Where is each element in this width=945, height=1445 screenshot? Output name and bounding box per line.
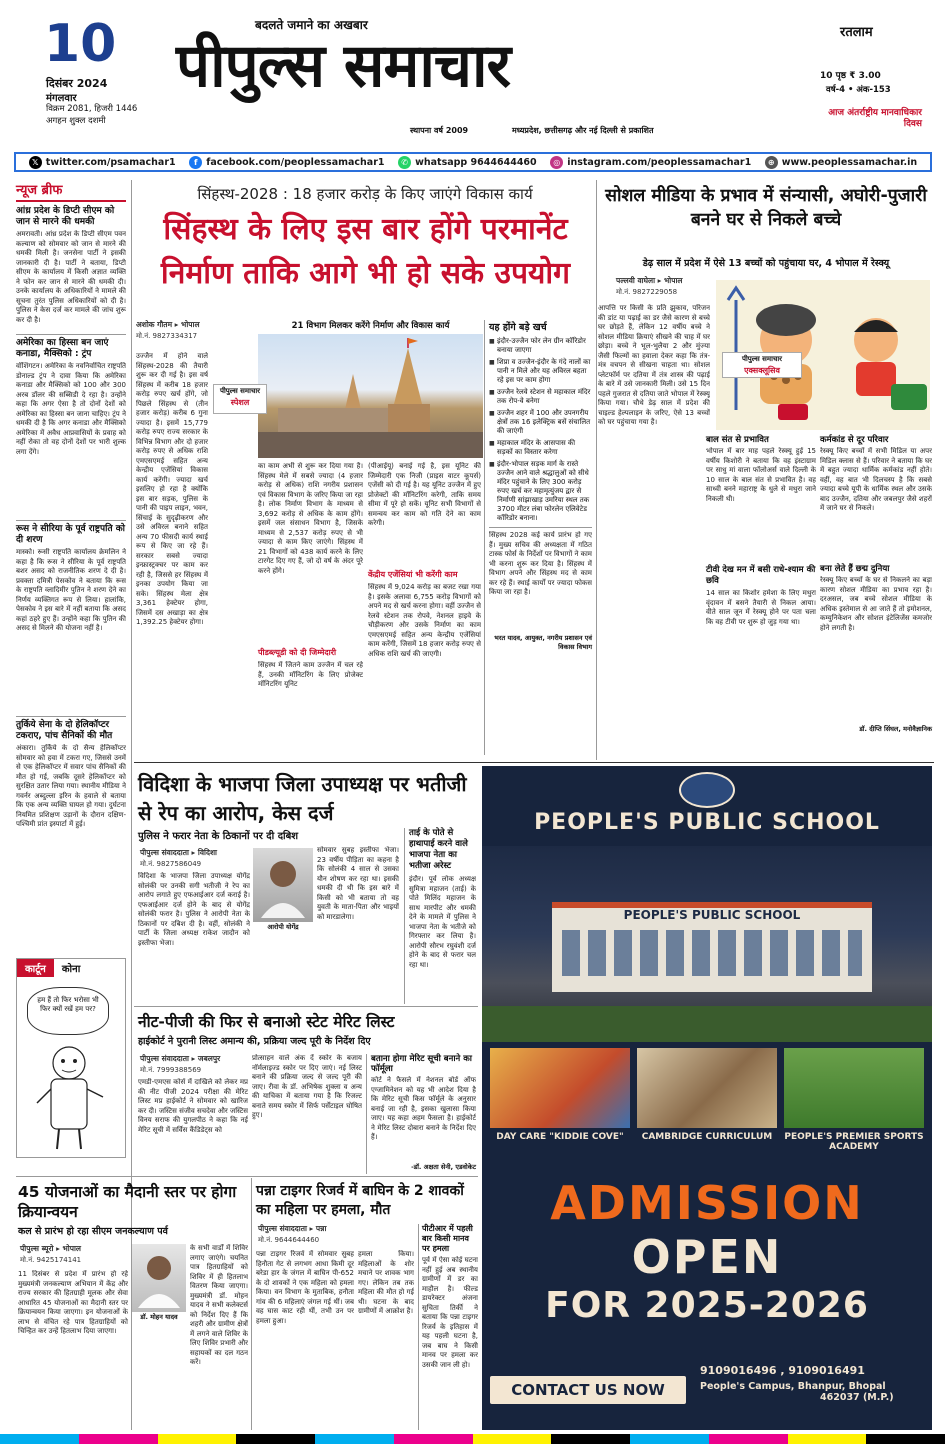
badge-sub: स्पेशल xyxy=(230,398,250,407)
whatsapp-icon: ✆ xyxy=(398,156,411,169)
cm-caption: डॉ. मोहन यादव xyxy=(132,1312,186,1321)
neet-mobile: मो.नं. 7999388569 xyxy=(140,1066,202,1074)
tiger-mobile: मो.नं. 9644644460 xyxy=(258,1236,320,1244)
badge-title: पीपुल्स समाचार xyxy=(741,355,783,363)
neet-sidebar-text: कोर्ट ने फैसले में नेशनल बोर्ड ऑफ एग्जामिनेशन को यह भी आदेश दिया है कि मेरिट सूची किस फॉर्मूले के अनुसार बनाई जा रही है, इसका खुलासा किया जाए। यह कहा अहम फैसला है। हाईकोर्ट ने मेरिट लिस्ट दोबारा बनाने के निर्देश दिए हैं। xyxy=(371,1076,476,1141)
schemes-subhead: कल से प्रारंभ हो रहा सीएम जनकल्याण पर्व xyxy=(18,1226,168,1237)
date-tithi: अगहन शुक्ल दशमी xyxy=(46,116,106,126)
vidisha-sidebar-text: इंदौर। पूर्व लोक अध्यक्ष सुमित्रा महाजन (ताई) के पोते मिलिंद महाजन के साथ मारपीट और धमकी देने के मामले में पुलिस ने भाजपा नेता के भतीजे को गिरफ्तार कर लिया है। आरोपी सौरभ रघुवंशी दर्ज होने के बाद से फरार चल रहा था। xyxy=(409,875,476,969)
social-facebook[interactable]: f facebook.com/peoplessamachar1 xyxy=(189,156,384,169)
tiger-col1: पन्ना टाइगर रिजर्व में सोमवार सुबह हिनौता गेट से लगभग आधा किमी दूर बरेडा हार के जंगल में बाघिन पी-652 के दो शावकों ने एक महिला को हमला किया। वन विभाग के मुताबिक, हनौता गांव की 6 महिलाएं जंगल गई थीं। जब वह घास काट रही थीं, तभी उन पर हमला हुआ। xyxy=(256,1250,354,1325)
tiger-byline-block xyxy=(258,1224,368,1245)
neet-col1: एमडी-एमएस कोर्स में दाखिले को लेकर मप्र की नीट पीजी 2024 परीक्षा की मेरिट लिस्ट मप्र हाईकोर्ट ने सोमवार को खारिज कर दी। जस्टिस संजीव सचदेवा और जस्टिस विनय सराफ की युगलपीठ ने कहा कि नई मेरिट सूची में सर्विस कैंडिडेट्स को xyxy=(138,1078,248,1134)
cartoon-politician-illustration xyxy=(29,1041,119,1153)
school-crest xyxy=(679,772,735,808)
tiger-headline: पन्ना टाइगर रिजर्व में बाघिन के 2 शावकों का महिला पर हमला, मौत xyxy=(256,1183,464,1218)
lead-kicker: सिंहस्थ-2028 : 18 हजार करोड़ के किए जाएंगे विकास कार्य xyxy=(197,185,533,203)
social-instagram[interactable]: ◎ instagram.com/peoplessamachar1 xyxy=(550,156,751,169)
vidisha-sidebar-head: ताई के पोते से हाथापाई करने वाले भाजपा नेता का भतीजा अरेस्ट xyxy=(409,828,468,871)
vidisha-col1: विदिशा के भाजपा जिला उपाध्यक्ष योगेंद्र सोलंकी पर उनकी सगी भतीजी ने रेप का आरोप लगाते हुए एफआईआर दर्ज कराई है। एफआईआर दर्ज होने के बाद से योगेंद्र सोलंकी फरार है। पुलिस ने आरोपी नेता के ठिकानों पर दबिश दी है। वहीं, सोलंकी ने पार्टी के जिला अध्यक्ष राकेश जादौन को इस्तीफा भेजा। xyxy=(138,872,250,947)
building-sign: PEOPLE'S PUBLIC SCHOOL xyxy=(623,908,801,922)
brief-item xyxy=(16,334,126,514)
ad-tile-daycare[interactable] xyxy=(490,1048,630,1164)
news-brief-column xyxy=(16,180,126,940)
contact-phones[interactable]: 9109016496 , 9109016491 xyxy=(700,1364,865,1377)
brief-title: आंध्र प्रदेश के डिप्टी सीएम को जान से मारने की धमकी xyxy=(16,206,115,227)
sidebar-bullet: ■ महाकाल मंदिर के आसपास की सड़कों का विस्तार करेगा xyxy=(489,439,592,457)
cartoon-box xyxy=(16,958,126,1158)
tile-caption: DAY CARE "KIDDIE COVE" xyxy=(496,1132,624,1142)
sanyasi-col2-text: भोपाल में बार माह पहले रेस्क्यू हुई 15 वर्षीय किशोरी ने बताया कि वह इंस्टाग्राम पर साधु मां वाला फॉलोअर्स वाले दिल्ली के 10 साल के बाल संत से प्रभावित है। वह साध्वी बनने महाराष्ट्र के धुले से मथुरा जाने निकली थी। xyxy=(706,447,816,503)
neet-sidebar xyxy=(366,1054,476,1174)
badge-title: पीपुल्स समाचार xyxy=(219,387,261,395)
tile-caption: CAMBRIDGE CURRICULUM xyxy=(641,1132,773,1142)
sanyasi-col3 xyxy=(820,434,932,754)
schemes-mobile: मो.नं. 9425174141 xyxy=(20,1256,82,1264)
accused-photo xyxy=(253,848,313,931)
sidebar-bullet: ■ उज्जैन रेलवे स्टेशन से महाकाल मंदिर तक रोप-वे बनेगा xyxy=(489,388,592,406)
badge-sub: एक्सक्लूसिव xyxy=(744,366,780,375)
vidisha-sidebar xyxy=(404,828,476,1004)
sanyasi-byline-block xyxy=(616,276,726,297)
lead-photo-temple xyxy=(258,334,483,458)
tagline: बदलते जमाने का अखबार xyxy=(255,18,368,32)
cartoon-header-a: कार्टून xyxy=(17,959,54,977)
vidisha-byline: पीपुल्स संवाददाता ▸ विदिशा xyxy=(140,848,217,857)
brief-item xyxy=(16,206,126,328)
sanyasi-headline: सोशल मीडिया के प्रभाव में संन्यासी, अघोरी-पुजारी बनने घर से निकले बच्चे xyxy=(605,186,927,230)
building-windows xyxy=(562,930,862,976)
neet-subhead: हाईकोर्ट ने पुरानी लिस्ट अमान्य की, प्रक्रिया जल्द पूरी के निर्देश दिए xyxy=(138,1036,371,1047)
lead-col3b-text: सिंहस्थ में 9,024 करोड़ का बजट रखा गया है। इसके अलावा 6,755 करोड़ विभागों को अपने मद से खर्च करना होगा। वहीं उज्जैन से रेलवे स्टेशन तक रोपवे, नेशनल हाइवे के चौड़ीकरण और उसके निर्माण का काम एमएसएमई सहित अन्य केन्द्रीय एजेंसियां काम करेंगी, जिसमें 18 हजार करोड़ रुपए से अधिक राशि खर्च की जाएगी। xyxy=(368,583,481,658)
vidisha-mobile: मो.नं. 9827586049 xyxy=(140,860,202,868)
vidisha-subhead: पुलिस ने फरार नेता के ठिकानों पर दी दबिश xyxy=(138,831,299,842)
brief-body: अंकारा। तुर्किये के दो सैन्य हेलिकॉप्टर सोमवार को हवा में टकरा गए, जिससे उनमें से एक हेलिकॉप्टर में सवार पांच सैनिकों की मौत हो गई, जबकि दूसरे हेलिकॉप्टर को सुरक्षित उतार लिया गया। स्थानीय मीडिया ने गवर्नर अब्दुल्ला इरिन के हवाले से बताया कि एक अन्य व्यक्ति घायल हो गया। दुर्घटना नियमित प्रशिक्षण उड़ानों के दौरान दक्षिण-पश्चिमी प्रांत इस्पार्टा में हुई। xyxy=(16,744,126,828)
ad-school-name: PEOPLE'S PUBLIC SCHOOL xyxy=(534,810,880,835)
edition-city: रतलाम xyxy=(840,25,873,40)
date-month-year: दिसंबर 2024 xyxy=(46,77,108,90)
tile-photo xyxy=(637,1048,777,1128)
schemes-col1: 11 दिसंबर से प्रदेश में प्रारंभ हो रहे मुख्यमंत्री जनकल्याण अभियान में केंद्र और राज्य सरकार की हितग्राही मूलक और सेवा आधारित 45 योजनाओं का मैदानी स्तर पर क्रियान्वयन किया जाएगा। इन योजनाओं के लाभ से वंचित रहे पात्र हितग्राहियों को चिन्हित कर उन्हें हितलाभ दिया जाएगा। xyxy=(18,1270,128,1335)
globe-icon: ⊕ xyxy=(765,156,778,169)
lead-col2b-text: सिंहस्थ में जितने काम उज्जैन में चल रहे हैं, उनकी मॉनिटरिंग के लिए प्रोजेक्ट मॉनिटरिंग यूनिट xyxy=(258,661,363,688)
sidebar-bullet: ■ इंदौर-उज्जैन फोर लेन ग्रीन कॉरिडोर बनाया जाएगा xyxy=(489,337,592,355)
schemes-headline: 45 योजनाओं का मैदानी स्तर पर होगा क्रियान्वयन xyxy=(18,1183,237,1221)
sidebar-note xyxy=(489,527,592,651)
brief-item xyxy=(16,520,126,710)
vidisha-col2: सोमवार सुबह इस्तीफा भेजा। 23 वर्षीय पीड़िता का कहना है कि सोलंकी 4 साल से उसका यौन शोषण कर रहा था। इसकी धमकी दी थी कि इस बारे में किसी को भी बताया तो वह युवती के माता-पिता और भाइयों को मारडालेगा। xyxy=(317,846,399,921)
lead-col3 xyxy=(368,462,481,752)
neet-byline: पीपुल्स संवाददाता ▸ जबलपुर xyxy=(140,1054,221,1063)
sidebar-header: यह होंगे बड़े खर्च xyxy=(489,322,547,333)
admission-line1: ADMISSION xyxy=(550,1176,864,1230)
cartoon-header-b: कोना xyxy=(61,964,81,975)
neet-sidebar-head: बताना होगा मेरिट सूची बनाने का फॉर्मूला xyxy=(371,1054,472,1074)
tile-photo xyxy=(490,1048,630,1128)
column-rule xyxy=(596,180,597,760)
tiger-sidebar xyxy=(418,1224,478,1430)
social-bar xyxy=(14,152,932,172)
school-building-photo xyxy=(482,846,932,1042)
sanyasi-mobile: मो.नं. 9827229058 xyxy=(616,288,678,296)
ad-tile-cambridge[interactable] xyxy=(637,1048,777,1164)
sanyasi-col3-subhead2: बना लेते हैं छद्म दुनिया xyxy=(820,564,890,574)
school-advertisement[interactable] xyxy=(482,766,932,1430)
tiger-sidebar-text: पूर्व में ऐसा कोई घटना नहीं हुई अब स्थानीय ग्रामीणों में डर का माहौल है। फील्ड डायरेक्टर अंजना सुचिता तिर्की ने बताया कि पन्ना टाइगर रिजर्व के इतिहास में यह पहली घटना है, जब बाघ ने किसी मानव पर हमला कर उसकी जान ली हो। xyxy=(422,1256,478,1369)
lead-col2-subhead: पीडब्ल्यूडी को दी जिम्मेदारी xyxy=(258,648,337,657)
brief-title: तुर्किये सेना के दो हेलिकॉप्टर टकराए, पांच सैनिकों की मौत xyxy=(16,720,113,741)
sanyasi-credit: डॉ. दीप्ति सिंघल, मनोवैज्ञानिक xyxy=(859,725,932,733)
sidebar-note-text: सिंहस्थ 2028 कई कार्य प्रारंभ हो गए हैं। मुख्य सचिव की अध्यक्षता में गठित टास्क फोर्स के निर्देशों पर विभागों ने काम भी करना शुरू कर दिया है। सिंहस्थ में विभाग अपने और सिंहस्थ मद से काम कर रहे हैं। स्थाई कार्यों पर ज्यादा फोकस किया जा रहा है। xyxy=(489,531,592,596)
print-registration-bar xyxy=(0,1434,945,1444)
sidebar-bullet: ■ शिप्रा व उज्जैन-इंदौर के गंदे नालों का पानी न मिले और यह अविरल बहता रहे इस पर काम होगा xyxy=(489,358,592,385)
lead-mobile: मो.नं. 9827334317 xyxy=(136,332,198,340)
lead-col2 xyxy=(258,462,363,752)
facebook-icon: f xyxy=(189,156,202,169)
neet-sidebar-credit: -डॉ. अक्षता सेनी, एडवोकेट xyxy=(411,1163,476,1171)
cartoon-header xyxy=(17,959,125,977)
brief-body: वॉशिंगटन। अमेरिका के नवनिर्वाचित राष्ट्रपति डोनाल्ड ट्रंप ने दावा किया कि अमेरिका कनाडा और मैक्सिको को 100 और 300 अरब डॉलर की सब्सिडी दे रहा है। उन्होंने कहा कि अगर ऐसा है तो दोनों देशों को अमेरिका का हिस्सा बन जाना चाहिए। ट्रंप ने धमकी दी है कि अगर कनाडा और मैक्सिको अमेरिका में अवैध आप्रवासियों के प्रवाह को नहीं रोका तो वह दोनों देशों पर भारी शुल्क लगा देंगे। xyxy=(16,362,126,456)
lead-col1: उज्जैन में होने वाले सिंहस्थ-2028 की तैयारी शुरू कर दी गई है। इस वर्ष सिंहस्थ में करीब 18 हजार करोड़ रुपए खर्च होंगे, जो पिछले सिंहस्थ से (तीन हजार करोड़) करीब 6 गुना ज्यादा है। इसमें 15,779 करोड़ रुपए राज्य सरकार के विभिन्न विभाग और दो हजार करोड़ रुपए से अधिक राशि एमएसएमई सहित अन्य केन्द्रीय एजेंसियां विकास कार्य करेंगी। ज्यादा खर्च इसलिए हो रहा है क्योंकि इस बार सड़क, पुलिस के पानी की पाइप लाइन, भवन, सिंचाई के सुदृढ़ीकरण और उसे अविरल बनाने सहित अन्य 70 फीसदी कार्य स्थाई रूप से किए जा रहे हैं। सरकार सबसे ज्यादा इन्फ्रास्ट्रक्चर पर काम कर रही है, जिससे हर सिंहस्थ में इनका उपयोग किया जा सके। सिंहस्थ मेला क्षेत्र 3,361 हेक्टेयर होगा, जिसमें दस अखाड़ा का क्षेत्र 1,392.25 हेक्टेयर होगा। xyxy=(136,352,208,626)
schemes-byline: पीपुल्स ब्यूरो ▸ भोपाल xyxy=(20,1244,81,1253)
news-brief-header: न्यूज ब्रीफ xyxy=(16,180,126,202)
tiger-sidebar-head: पीटीआर में पहली बार किसी मानव पर हमला xyxy=(422,1224,473,1253)
lead-byline: अशोक गौतम ▸ भोपाल xyxy=(136,320,200,329)
sanyasi-subhead: डेढ़ साल में प्रदेश में ऐसे 13 बच्चों को पहुंचाया घर, 4 भोपाल में रेस्क्यू xyxy=(642,258,890,269)
brief-body: मास्को। रूसी राष्ट्रपति कार्यालय क्रेमलिन ने कहा है कि रूस ने सीरिया के पूर्व राष्ट्रपति बशर असद को राजनीतिक शरण दे दी है। प्रवक्ता दमित्री पेसकोव ने बताया कि रूस के राष्ट्रपति व्लादिमीर पुतिन ने शरण देने का निर्णय व्यक्तिगत रूप से लिया। हालांकि, पेसकोव ने इस बारे में नहीं बताया कि असद कहां ठहरे हुए हैं। उन्होंने कहा कि पुतिन की असद से मिलने की योजना नहीं है। xyxy=(16,548,126,632)
brief-item xyxy=(16,716,126,894)
neet-byline-block xyxy=(140,1054,260,1075)
sanyasi-col2-subhead: बाल संत से प्रभावित xyxy=(706,435,769,445)
brief-title: अमेरिका का हिस्सा बन जाएं कनाडा, मैक्सिको : ट्रंप xyxy=(16,338,109,359)
lead-sidebar xyxy=(484,320,592,755)
contact-address1: People's Campus, Bhanpur, Bhopal xyxy=(700,1381,886,1392)
admission-block xyxy=(482,1176,932,1328)
contact-details xyxy=(700,1364,928,1403)
price: 10 पृष्ठ ₹ 3.00 xyxy=(820,71,881,81)
sanyasi-col2 xyxy=(706,434,816,754)
ad-tile-sports[interactable] xyxy=(784,1048,924,1164)
lead-badge xyxy=(213,384,267,414)
school-lawn xyxy=(482,1006,932,1042)
tiger-col2: हमला किया। महिलाओं के शोर मचाने पर शावक भाग गए। लेकिन तब तक महिला की मौत हो गई थी। घटना के बाद ग्रामीणों में आक्रोश है। xyxy=(358,1250,414,1315)
sidebar-note-credit: भरत यादव, आयुक्त, नगरीय प्रशासन एवं विकास विभाग xyxy=(494,634,592,651)
contact-address2: 462037 (M.P.) xyxy=(820,1392,894,1403)
lead-col3-subhead: केंद्रीय एजेंसियां भी करेंगी काम xyxy=(368,570,458,579)
portrait-illustration xyxy=(132,1244,186,1308)
special-day-badge: आज अंतर्राष्ट्रीय मानवाधिकार दिवस xyxy=(828,108,922,129)
accused-caption: आरोपी योगेंद्र xyxy=(253,922,313,931)
contact-button[interactable]: CONTACT US NOW xyxy=(490,1376,686,1404)
x-icon: 𝕏 xyxy=(29,156,42,169)
tile-caption: PEOPLE'S PREMIER SPORTS ACADEMY xyxy=(784,1132,924,1152)
sanyasi-byline: पल्लवी वाघेला ▸ भोपाल xyxy=(616,276,683,285)
vidisha-headline: विदिशा के भाजपा जिला उपाध्यक्ष पर भतीजी से रेप का आरोप, केस दर्ज xyxy=(138,772,467,825)
instagram-icon: ◎ xyxy=(550,156,563,169)
photo-caption: 21 विभाग मिलकर करेंगे निर्माण और विकास कार्य xyxy=(291,321,450,331)
sanyasi-col2b-text: 14 साल का किशोर हमेशा के लिए मथुरा वृंदावन में बसने तैयारी से निकल आया। वीते साल जून में रेस्क्यू होने पर पता चला कि वह टीवी पर शुरू हो जुड़ गया था। xyxy=(706,589,816,626)
tiger-byline: पीपुल्स संवाददाता ▸ पन्ना xyxy=(258,1224,327,1233)
date-weekday: मंगलवार xyxy=(46,93,77,104)
social-web[interactable]: ⊕ www.peoplessamachar.in xyxy=(765,156,917,169)
admission-line2: OPEN xyxy=(631,1230,783,1284)
sanyasi-col3-text: रेस्क्यू किए बच्चों में सभी मिडिल या अपर मिडिल क्लास से हैं। परिवार ने बताया कि घर में बहुत ज्यादा धार्मिक कर्मकांड नहीं होते। वहीं, वह बात भी दिलचस्प है कि सबसे ज्यादा बच्चे यूपी के धार्मिक स्थल और उसके बाद उज्जैन, दतिया और जबलपुर जैसे शहरों में जाने घर से निकले। xyxy=(820,447,932,512)
published-from: मध्यप्रदेश, छत्तीसगढ़ और नई दिल्ली से प्रकाशित xyxy=(512,126,654,135)
brief-title: रूस ने सीरिया के पूर्व राष्ट्रपति को दी शरण xyxy=(16,524,125,545)
neet-headline: नीट-पीजी की फिर से बनाओ स्टेट मेरिट लिस्ट xyxy=(138,1013,395,1031)
lead-headline: सिंहस्थ के लिए इस बार होंगे परमानेंट निर्माण ताकि आगे भी हो सके उपयोग xyxy=(160,212,571,291)
schemes-col2: के सभी वार्डों में शिविर लगाए जाएंगे। चयनित पात्र हितग्राहियों को शिविर में ही हितलाभ वितरण किया जाएगा। मुख्यमंत्री डॉ. मोहन यादव ने सभी कलेक्टर्स को निर्देश दिए हैं कि शहरी और ग्रामीण क्षेत्रों में लगने वाले शिविर के लिए शिविर प्रभारी और सहायकों का दल गठन करें। xyxy=(190,1244,248,1366)
social-whatsapp[interactable]: ✆ whatsapp 9644644460 xyxy=(398,156,537,169)
lead-col3-text: (पीआईयू) बनाई गई है, इस यूनिट की जिम्मेदारी एक निजी (प्राइस वाटर कूपर्स) एजेंसी को दी गई है। यह यूनिट उज्जैन में हुए प्रोजेक्टों की मॉनिटरिंग करेगी, ताकि समय सीमा में पूरे हो सकें। यूनिट सभी विभागों से समन्वय कर काम को गति देने का काम करेगी। xyxy=(368,462,481,527)
temple-illustration xyxy=(258,334,483,458)
schemes-byline-block xyxy=(20,1244,130,1265)
section-rule xyxy=(134,762,934,763)
year-issue: वर्ष-4 • अंक-153 xyxy=(826,85,891,95)
brief-body: अमरावती। आंध्र प्रदेश के डिप्टी सीएम पवन कल्याण को सोमवार को जान से मारने की धमकी मिली है। जनसेना पार्टी ने इसकी जानकारी दी है। पार्टी ने बताया, डिप्टी सीएम के कार्यालय में किसी अज्ञात व्यक्ति ने फोन कर जान से मारने की धमकी दी। उनके कार्यालय के अधिकारियों ने मामले की सूचना तुरंत पुलिस अधिकारियों को दी है। पुलिस ने केस दर्ज कर मामले की जांच शुरू कर दी है। xyxy=(16,230,126,324)
lead-col2-text: का काम अभी से शुरू कर दिया गया है। सिंहस्थ मेले में सबसे ज्यादा (4 हजार करोड़ से अधिक) राशि नगरीय प्रशासन एवं विकास विभाग के जरिए किया जा रहा है। लोक निर्माण विभाग के माध्यम से 3,692 करोड़ से अधिक के काम होंगे। इसमें जल संसाधन विभाग है, जिसके माध्यम से 2,537 करोड़ रुपए से भी ज्यादा से काम किए जाएंगे। सिंहस्थ में 21 विभागों को 438 कार्य करने के लिए टारगेट दिए गए हैं, जो दो वर्ष के अंदर पूरे करने होंगे। xyxy=(258,462,363,575)
sidebar-bullet: ■ उज्जैन शहर में 100 और उपनगरीय क्षेत्रों तक 16 इलेक्ट्रिक बसें संचालित की जाएंगी xyxy=(489,409,592,436)
admission-line3: FOR 2025-2026 xyxy=(545,1285,869,1326)
sanyasi-badge xyxy=(722,352,802,378)
date-vikram: विक्रम 2081, हिजरी 1446 xyxy=(46,104,138,114)
column-rule xyxy=(251,1178,252,1430)
section-rule xyxy=(134,1006,478,1007)
neet-col2: प्रोत्साहन वाले अंक दें स्कोर के बजाय नॉर्मलाइज्ड स्कोर पर दिए जाएं। नई लिस्ट बनाने की प्रक्रिया जल्द से जल्द पूरी की जाए। रीवा के डॉ. अभिषेक शुक्ला व अन्य की याचिका में बताया गया है कि रिजल्ट बनाते समय स्कोर में सिर्फ पर्सेंटाइल घोषित हुए। xyxy=(252,1054,362,1119)
date-day: 10 xyxy=(44,14,117,74)
founded-year: स्थापना वर्ष 2009 xyxy=(410,126,469,135)
portrait-illustration xyxy=(253,848,313,918)
sanyasi-col2-subhead2: टीवी देख मन में बसी राधे-श्याम की छवि xyxy=(706,565,816,586)
lead-byline-block xyxy=(136,320,256,341)
sanyasi-col3b-text: रेस्क्यू किए बच्चों के घर से निकलने का बड़ा कारण सोशल मीडिया का प्रभाव रहा है। दरअसल, जब बच्चे सोशल मीडिया के अधिक इस्तेमाल से आ जाते हैं तो इमोशनल, कम्युनिकेशन और सोशल इंटेलिजेंस कमजोर होने लगती है। xyxy=(820,576,932,632)
section-rule xyxy=(16,1176,478,1177)
sanyasi-col1: आपत्ति पर किसी के प्रति झुकाव, परिजन की डांट या पढ़ाई का डर जैसे कारण से बच्चे घर छोड़ते हैं, लेकिन 12 वर्षीय बच्चे ने सोशल मीडिया क्रियाएं सीखने की चाह में घर छोड़ा। बच्चे ने भूल-भुलैया 2 और मुंज्या जैसी फिल्मों का हवाला देकर कहा कि तंत्र-मंत्र वचपन से सीखना चाहता था। सोशल प्लेटफॉर्म पर दतिया में तंत्र शास्त्र की पढ़ाई के बारे में उसे जानकारी मिली। उसे 15 दिन पहले गुजरात से दतिया जाते भोपाल में रेस्क्यू किया गया। चौथे डेढ़ साल में प्रदेश की चाइल्ड हेल्पलाइन के जरिए, ऐसे 13 बच्चों को घर पहुंचाया गया है। xyxy=(598,304,710,426)
tile-photo xyxy=(784,1048,924,1128)
cm-photo xyxy=(132,1244,186,1320)
vidisha-byline-block xyxy=(140,848,270,869)
column-rule xyxy=(131,180,132,1430)
social-twitter[interactable]: 𝕏 twitter.com/psamachar1 xyxy=(29,156,176,169)
sidebar-bullet: ■ इंदौर-भोपाल सड़क मार्ग के रास्ते उज्जैन आने वाले श्रद्धालुओं को सीधे मंदिर पहुंचाने के लिए 300 करोड़ रुपए खर्च कर महामृत्युंजय द्वार से निर्माणी सांझाखाड़ उमरिया स्थल तक 3700 मीटर लंबा फोरलेन एलिवेटेड कॉरिडोर बनाना। xyxy=(489,460,592,523)
sanyasi-col3-subhead: कर्मकांड से दूर परिवार xyxy=(820,435,889,445)
masthead xyxy=(0,0,945,150)
speech-bubble: हम हैं तो फिर भरोसा भी फिर क्यों रखें हम पर? xyxy=(27,987,109,1035)
newspaper-title: पीपुल्स समाचार xyxy=(176,31,511,101)
